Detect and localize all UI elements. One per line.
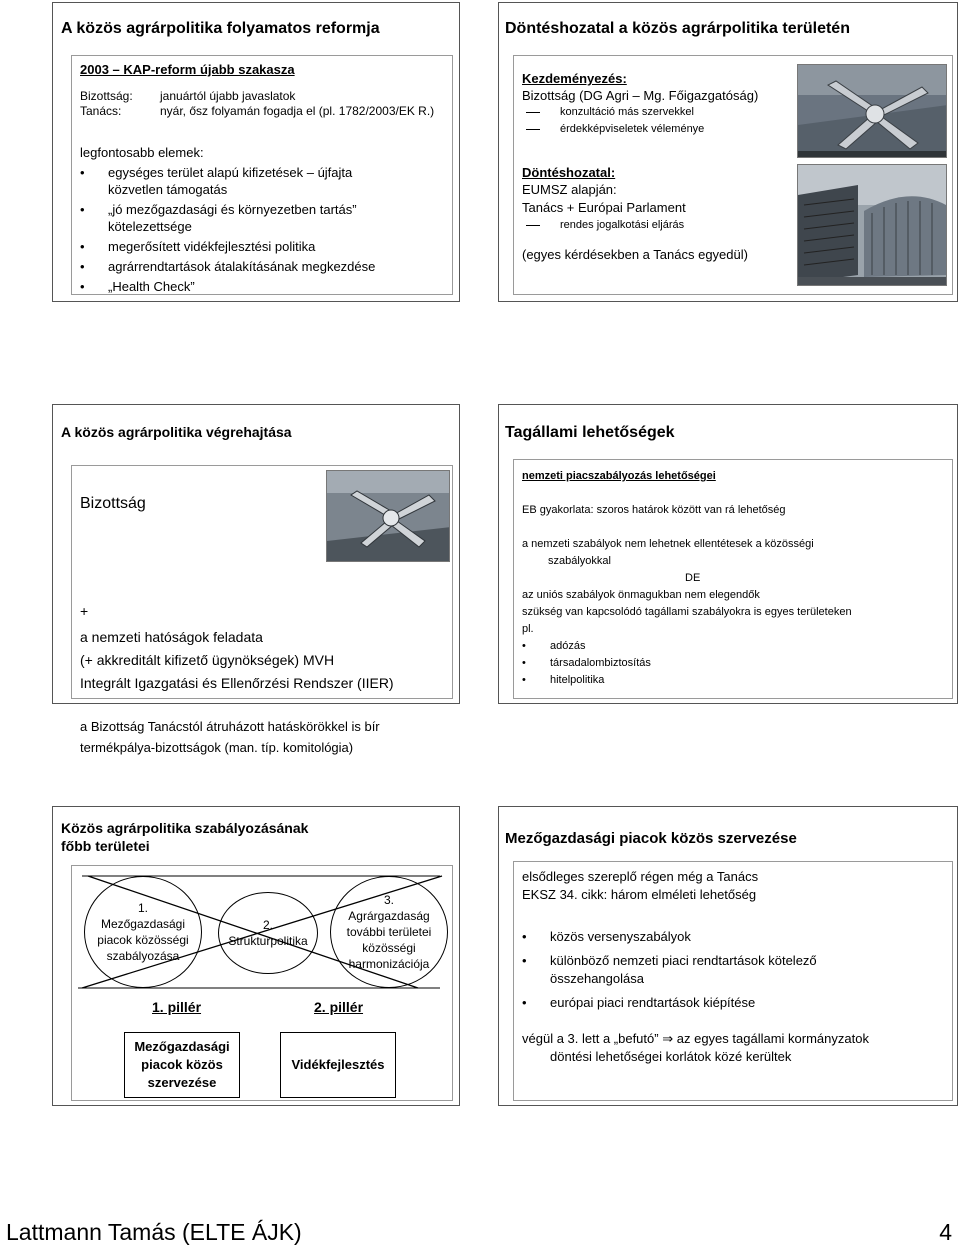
decision-block: [522, 164, 792, 263]
row-value: nyár, ősz folyamán fogadja el (pl. 1782/2003/EK R.): [160, 104, 435, 118]
berlaymont-photo: [797, 64, 947, 158]
list-item: • agrárrendtartások átalakításának megkezdése: [80, 258, 444, 275]
elements-list: [80, 164, 444, 295]
note-line: termékpálya-bizottságok (man. típ. komitológia): [80, 740, 354, 755]
options-body: [522, 536, 947, 689]
ellipse-line: harmonizációja: [348, 957, 430, 971]
ellipse-line: szabályozása: [106, 949, 180, 963]
list-item: • „jó mezőgazdasági és környezetben tartás” kötelezettsége: [80, 201, 380, 235]
implementation-line: Integrált Igazgatási és Ellenőrzési Rendszer (IIER): [80, 675, 394, 691]
note-line: a Bizottság Tanácstól átruházott hatáskörökkel is bír: [80, 719, 380, 734]
row-tanacs: [80, 104, 444, 119]
slide-cap-reform: [52, 2, 460, 302]
final-prefix: végül a 3. lett a „befutó”: [522, 1031, 659, 1046]
paragraph: az uniós szabályok önmagukban nem elegendők: [522, 589, 760, 601]
dash-item: konzultáció más szervekkel: [522, 104, 792, 121]
list-item: • megerősített vidékfejlesztési politika: [80, 238, 444, 255]
reform-box: [71, 55, 453, 295]
paragraph: a nemzeti szabályok nem lehetnek ellentétesek a közösségi: [522, 538, 814, 550]
box-line: szervezése: [147, 1075, 217, 1090]
slide-common-market-organisation: [498, 806, 958, 1106]
slide-title: Mezőgazdasági piacok közös szervezése: [505, 830, 797, 847]
dash-item: érdekképviseletek véleménye: [522, 121, 792, 138]
footer-author: Lattmann Tamás (ELTE ÁJK): [6, 1219, 302, 1245]
parliament-photo: [797, 164, 947, 286]
list-item: • adózás: [522, 638, 947, 655]
box-heading: nemzeti piacszabályozás lehetőségei: [522, 470, 716, 482]
intro-line: elsődleges szereplő régen még a Tanács: [522, 869, 759, 884]
slide-regulation-areas: [52, 806, 460, 1106]
decision-box: [513, 55, 953, 295]
list-item: • különböző nemzeti piaci rendtartások kötelező összehangolása: [522, 952, 842, 988]
slide-title: Döntéshozatal a közös agrárpolitika területén: [505, 20, 850, 37]
implementation-box: [71, 465, 453, 755]
implementation-line: a nemzeti hatóságok feladata: [80, 629, 263, 645]
slide-member-state-options: [498, 404, 958, 704]
box-rural-development: [280, 1032, 396, 1098]
ellipse-line: 1.: [137, 901, 148, 915]
implementation-line: (+ akkreditált kifizető ügynökségek) MVH: [80, 652, 335, 668]
de-label: DE: [685, 572, 701, 584]
initiative-body: Bizottság (DG Agri – Mg. Főigazgatóság): [522, 88, 759, 103]
paragraph: pl.: [522, 623, 534, 635]
box-line: piacok közös: [141, 1057, 223, 1072]
final-rest: az egyes tagállami kormányzatok döntési lehetőségei korlátok közé kerültek: [550, 1031, 869, 1064]
paragraph: szabályokkal: [548, 555, 611, 567]
intro-line: EKSZ 34. cikk: három elméleti lehetőség: [522, 887, 757, 902]
row-label: Tanács:: [80, 104, 122, 118]
list-item: • európai piaci rendtartások kiépítése: [522, 994, 944, 1012]
list-item: • hitelpolitika: [522, 672, 947, 689]
initiative-block: [522, 70, 792, 138]
list-item: • közös versenyszabályok: [522, 928, 944, 946]
row-bizottsag: [80, 89, 444, 104]
slide-title: A közös agrárpolitika végrehajtása: [61, 424, 292, 440]
elements-heading: legfontosabb elemek:: [80, 145, 204, 160]
title-line: Közös agrárpolitika szabályozásának: [61, 820, 309, 836]
implementation-lines: [80, 626, 394, 695]
slide-title: A közös agrárpolitika folyamatos reformja: [61, 20, 380, 37]
ellipse-line: Strukturpolitika: [228, 934, 308, 948]
arrow-icon: ⇒: [662, 1031, 674, 1046]
final-paragraph: [522, 1030, 872, 1066]
row-label: Bizottság:: [80, 89, 133, 103]
plus-sign: +: [80, 603, 89, 619]
pillar-1-label: 1. pillér: [152, 999, 202, 1015]
ellipse-line: piacok közösségi: [97, 933, 189, 947]
implementation-text: [80, 600, 88, 623]
box-line: Vidékfejlesztés: [291, 1057, 385, 1072]
decision-line: Tanács + Európai Parlament: [522, 200, 686, 215]
ellipse-line: Mezőgazdasági: [100, 917, 186, 931]
ellipse-line: Agrárgazdaság: [348, 909, 430, 923]
implementation-note: [80, 716, 380, 758]
options-list: [522, 928, 944, 1012]
ellipse-line: 2.: [262, 918, 273, 932]
dash-item: rendes jogalkotási eljárás: [522, 217, 792, 234]
commission-building-photo: [326, 470, 450, 562]
row-value: januártól újabb javaslatok: [160, 89, 296, 103]
list-item: • társadalombiztosítás: [522, 655, 947, 672]
paragraph: szükség van kapcsolódó tagállami szabályokra is egyes területeken: [522, 606, 852, 618]
ellipse-line: közösségi: [362, 941, 416, 955]
footer-page-number: 4: [939, 1219, 952, 1245]
slide-title: Tagállami lehetőségek: [505, 424, 675, 441]
ellipse-line: további területei: [346, 925, 432, 939]
box-market-organisation: [124, 1032, 240, 1098]
regulation-box: [71, 865, 453, 1101]
cmo-box: [513, 861, 953, 1101]
pillar-2-label: 2. pillér: [314, 999, 364, 1015]
reform-heading: 2003 – KAP-reform újabb szakasza: [80, 62, 295, 77]
options-list: [522, 638, 947, 689]
decision-line: EUMSZ alapján:: [522, 182, 617, 197]
eb-line: EB gyakorlata: szoros határok között van rá lehetőség: [522, 504, 786, 516]
slide-title: [61, 819, 308, 855]
list-item: • „Health Check”: [80, 278, 444, 295]
options-box: [513, 459, 953, 699]
initiative-heading: Kezdeményezés:: [522, 71, 627, 86]
list-item: • egységes terület alapú kifizetések – újfajta közvetlen támogatás: [80, 164, 380, 198]
slide-decision-making: [498, 2, 958, 302]
box-line: Mezőgazdasági: [134, 1039, 230, 1054]
title-line: főbb területei: [61, 838, 150, 854]
decision-note: (egyes kérdésekben a Tanács egyedül): [522, 247, 748, 262]
decision-heading: Döntéshozatal:: [522, 165, 616, 180]
ellipse-line: 3.: [383, 893, 394, 907]
commission-label: Bizottság: [80, 495, 146, 512]
slide-implementation: [52, 404, 460, 755]
